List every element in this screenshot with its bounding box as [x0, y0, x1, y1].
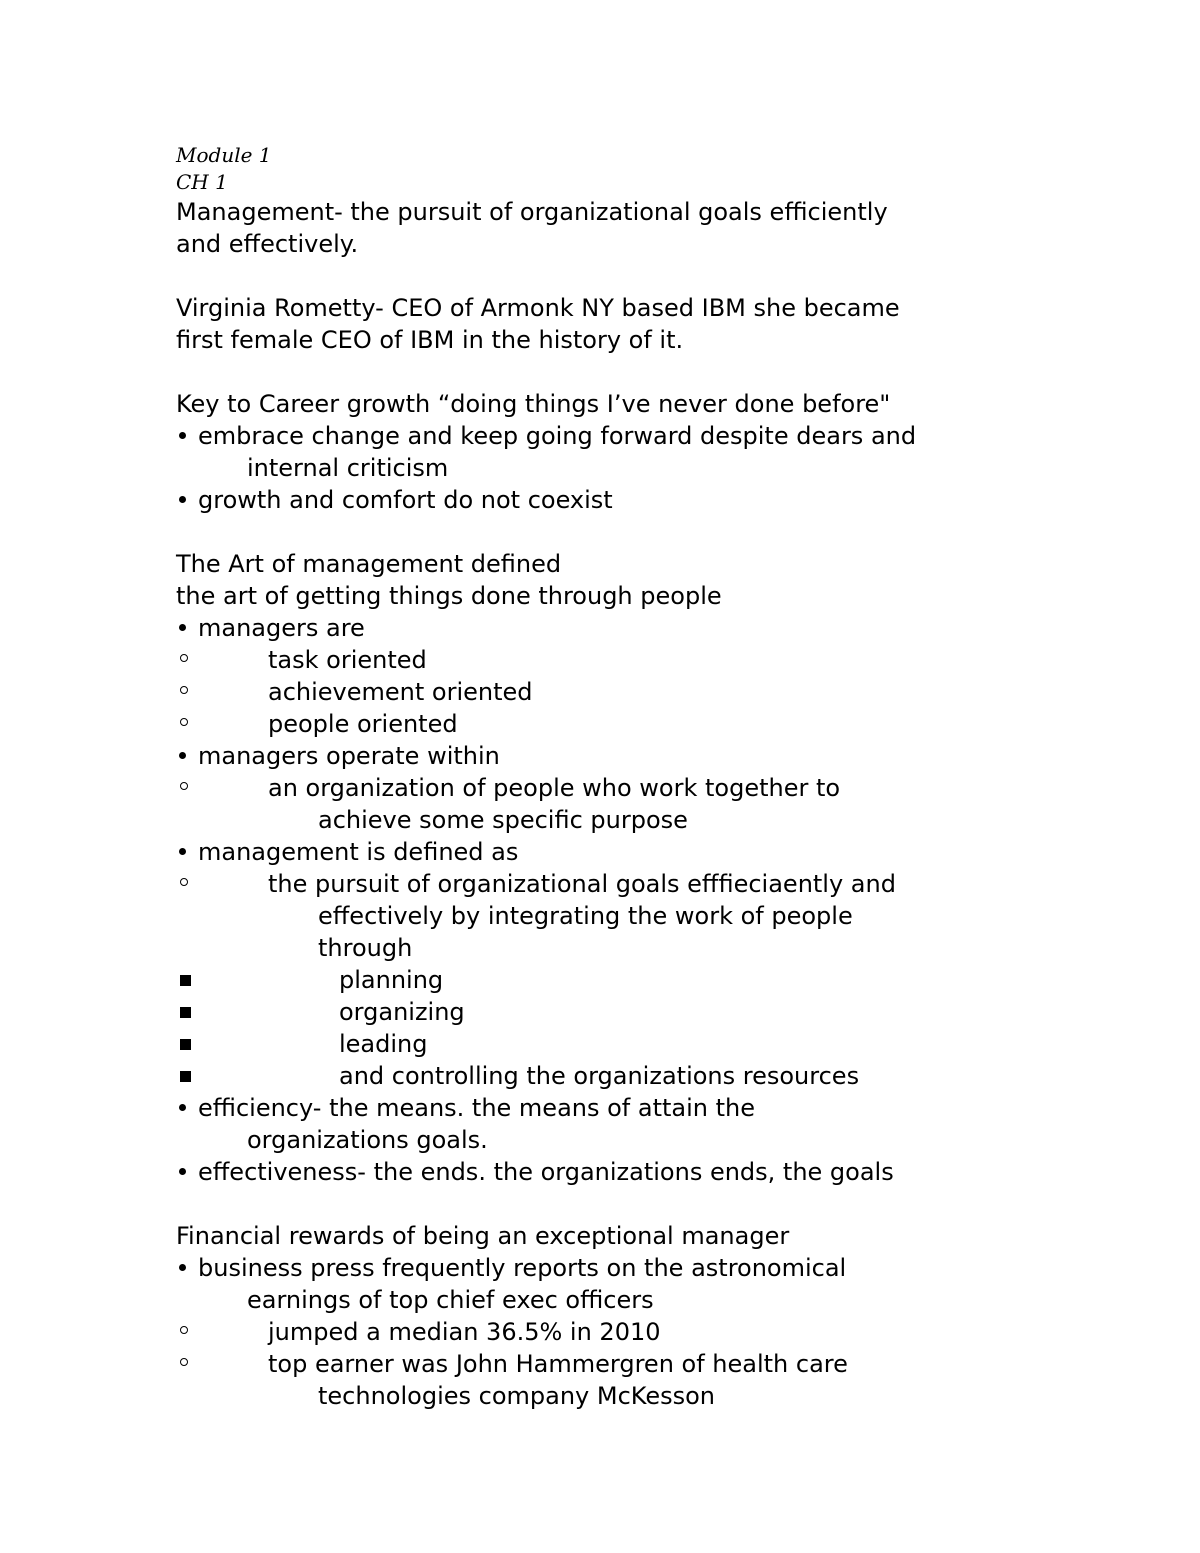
bullet-item [176, 484, 1076, 516]
third-level-text: organizing [339, 998, 465, 1026]
bullet-icon [176, 484, 198, 516]
management-definition-line-1: Management- the pursuit of organizational goals efficiently [176, 198, 888, 226]
third-level-text: leading [339, 1030, 428, 1058]
sub-bullet-item [176, 1348, 1076, 1380]
sub-bullet-item [176, 772, 1076, 804]
bullet-continuation: internal criticism [247, 454, 449, 482]
sub-bullet-text: top earner was John Hammergren of health care [268, 1350, 848, 1378]
sub-bullet-text: people oriented [268, 710, 458, 738]
art-subheading: the art of getting things done through people [176, 582, 722, 610]
bullet-text: managers operate within [198, 742, 500, 770]
square-bullet-icon [180, 1071, 191, 1082]
sub-bullet-item [176, 644, 1076, 676]
circle-bullet-icon [180, 782, 188, 790]
paragraph-gap [176, 516, 1076, 548]
sub-bullet-continuation: through [318, 934, 413, 962]
sub-bullet-text: an organization of people who work together to [268, 774, 841, 802]
bullet-text: management is defined as [198, 838, 519, 866]
sub-bullet-text: achievement oriented [268, 678, 533, 706]
bullet-item [176, 740, 1076, 772]
bullet-text: efficiency- the means. the means of attain the [198, 1094, 756, 1122]
square-bullet-icon [180, 1039, 191, 1050]
sub-bullet-text: task oriented [268, 646, 427, 674]
career-heading: Key to Career growth “doing things I’ve never done before" [176, 390, 891, 418]
sub-bullet-item [176, 868, 1076, 900]
bullet-text: business press frequently reports on the astronomical [198, 1254, 847, 1282]
bullet-item [176, 612, 1076, 644]
third-level-item [176, 964, 1076, 996]
bullet-continuation: earnings of top chief exec officers [247, 1286, 654, 1314]
third-level-item [176, 1060, 1076, 1092]
paragraph-gap [176, 260, 1076, 292]
sub-bullet-item [176, 708, 1076, 740]
square-bullet-icon [180, 975, 191, 986]
circle-bullet-icon [180, 654, 188, 662]
management-definition-line-2: and effectively. [176, 230, 359, 258]
chapter-label: CH 1 [176, 170, 228, 194]
module-label: Module 1 [176, 143, 272, 167]
sub-bullet-item [176, 1316, 1076, 1348]
circle-bullet-icon [180, 686, 188, 694]
paragraph-gap [176, 356, 1076, 388]
square-bullet-icon [180, 1007, 191, 1018]
circle-bullet-icon [180, 878, 188, 886]
bullet-item [176, 420, 1076, 452]
art-heading: The Art of management defined [176, 550, 562, 578]
bullet-icon [176, 1092, 198, 1124]
sub-bullet-text: jumped a median 36.5% in 2010 [268, 1318, 661, 1346]
sub-bullet-item [176, 676, 1076, 708]
sub-bullet-continuation: achieve some specific purpose [318, 806, 688, 834]
circle-bullet-icon [180, 1358, 188, 1366]
financial-heading: Financial rewards of being an exceptional manager [176, 1222, 790, 1250]
bullet-text: managers are [198, 614, 365, 642]
paragraph-gap [176, 1188, 1076, 1220]
bullet-icon [176, 612, 198, 644]
bullet-item [176, 836, 1076, 868]
sub-bullet-continuation: technologies company McKesson [318, 1382, 715, 1410]
bullet-icon [176, 420, 198, 452]
bullet-icon [176, 1156, 198, 1188]
bullet-item [176, 1252, 1076, 1284]
sub-bullet-text: the pursuit of organizational goals efffieciaently and [268, 870, 896, 898]
third-level-item [176, 996, 1076, 1028]
document-page [176, 142, 1076, 1412]
circle-bullet-icon [180, 1326, 188, 1334]
third-level-text: and controlling the organizations resources [339, 1062, 860, 1090]
bullet-item [176, 1156, 1076, 1188]
third-level-text: planning [339, 966, 444, 994]
bullet-item [176, 1092, 1076, 1124]
bullet-icon [176, 1252, 198, 1284]
bullet-text: embrace change and keep going forward despite dears and [198, 422, 917, 450]
bullet-icon [176, 740, 198, 772]
bullet-text: growth and comfort do not coexist [198, 486, 613, 514]
rometty-line-1: Virginia Rometty- CEO of Armonk NY based IBM she became [176, 294, 900, 322]
sub-bullet-continuation: effectively by integrating the work of people [318, 902, 853, 930]
third-level-item [176, 1028, 1076, 1060]
circle-bullet-icon [180, 718, 188, 726]
bullet-text: effectiveness- the ends. the organizations ends, the goals [198, 1158, 894, 1186]
rometty-line-2: first female CEO of IBM in the history of it. [176, 326, 684, 354]
bullet-icon [176, 836, 198, 868]
bullet-continuation: organizations goals. [247, 1126, 488, 1154]
